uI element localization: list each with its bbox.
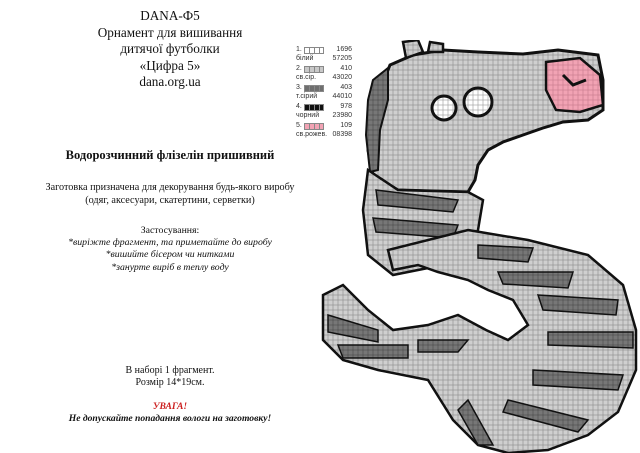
- usage-step-2: *вишийте бісером чи нитками: [105, 249, 235, 261]
- eye-icon: [432, 96, 456, 120]
- warning-text: Не допускайте попадання вологи на заготовку!: [68, 413, 272, 424]
- legend-number: 4.: [296, 103, 302, 110]
- website: dana.org.ua: [139, 74, 201, 89]
- warning-title: УВАГА!: [152, 401, 188, 412]
- kit-line-1: В наборі 1 фрагмент.: [125, 365, 215, 376]
- title-line-1: Орнамент для вишивання: [97, 24, 243, 40]
- usage-instructions: [40, 225, 300, 274]
- product-code: DANA-Ф5: [140, 8, 200, 23]
- description: [20, 182, 320, 207]
- legend-name: св.рожев.: [296, 131, 328, 138]
- title-line-2: дитячої футболки: [120, 41, 220, 56]
- warning: [20, 401, 320, 425]
- legend-code: 43020: [332, 74, 352, 81]
- legend-count: 410: [340, 65, 352, 72]
- embroidery-pattern: [318, 40, 640, 453]
- legend-count: 109: [340, 122, 352, 129]
- legend-name: т.сірий: [296, 93, 318, 100]
- legend-code: 23980: [332, 112, 352, 119]
- title-line-3: «Цифра 5»: [139, 57, 201, 73]
- legend-number: 5.: [296, 122, 302, 129]
- body-stripe: [338, 345, 408, 358]
- description-line-2: (одяг, аксесуари, скатертини, серветки): [85, 194, 255, 206]
- material-subtitle: Водорозчинний флізелін пришивний: [65, 148, 275, 162]
- legend-count: 978: [340, 103, 352, 110]
- legend-name: св.сір.: [296, 74, 317, 81]
- ear-icon: [428, 42, 443, 52]
- kit-info: [40, 365, 300, 389]
- legend-count: 1696: [336, 46, 352, 53]
- body-stripe: [548, 332, 633, 348]
- usage-step-3: *занурте виріб в теплу воду: [111, 261, 229, 273]
- legend-code: 08398: [332, 131, 352, 138]
- legend-number: 2.: [296, 65, 302, 72]
- usage-step-1: *виріжте фрагмент, та приметайте до виробу: [68, 237, 272, 249]
- title-block: [30, 8, 310, 91]
- description-line-1: Заготовка призначена для декорування будь-якого виробу: [45, 182, 295, 193]
- kit-line-2: Розмір 14*19см.: [135, 377, 205, 388]
- legend-number: 1.: [296, 46, 302, 53]
- eye-icon: [464, 88, 492, 116]
- legend-name: білий: [296, 55, 314, 62]
- legend-count: 403: [340, 84, 352, 91]
- legend-code: 44010: [332, 93, 352, 100]
- usage-title: Застосування:: [140, 225, 200, 236]
- legend-number: 3.: [296, 84, 302, 91]
- legend-name: чорний: [296, 112, 320, 119]
- legend-code: 57205: [332, 55, 352, 62]
